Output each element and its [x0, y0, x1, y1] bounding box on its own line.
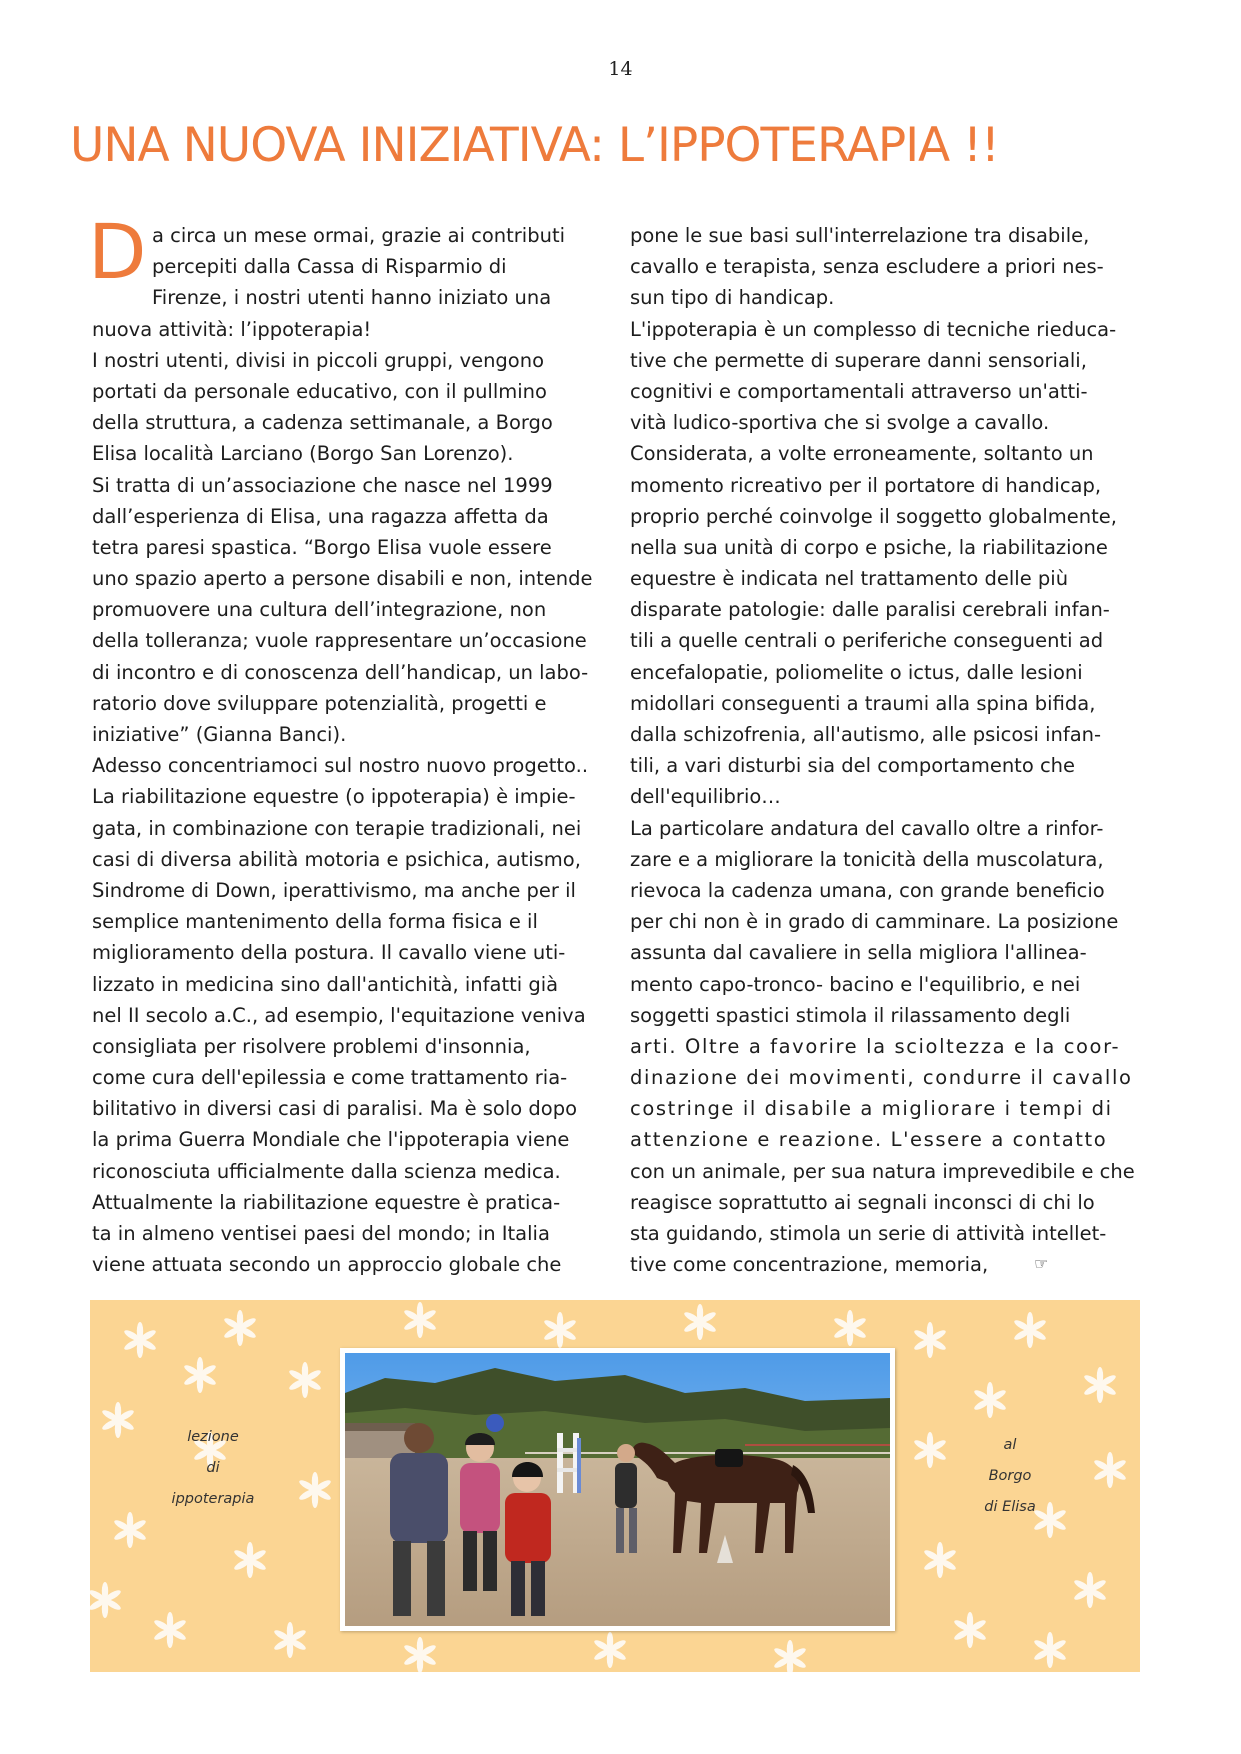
text-line: della struttura, a cadenza settimanale, a Borgo — [92, 411, 553, 435]
text-line: La particolare andatura del cavallo oltre a rinfor- — [630, 816, 1104, 840]
photo-caption-left — [148, 1422, 278, 1515]
text-line: portati da personale educativo, con il pullmino — [92, 379, 547, 403]
hippotherapy-photo — [345, 1353, 890, 1626]
text-line: della tolleranza; vuole rappresentare un’occasione — [92, 629, 587, 653]
text-line: bilitativo in diversi casi di paralisi. Ma è solo dopo — [92, 1097, 578, 1121]
text-line: Firenze, i nostri utenti hanno iniziato una — [152, 286, 552, 310]
text-line: iniziative” (Gianna Banci). — [92, 723, 347, 746]
text-line: encefalopatie, poliomelite o ictus, dalle lesioni — [630, 660, 1083, 684]
photo-caption-right — [950, 1430, 1070, 1523]
text-line: mento capo-tronco- bacino e l'equilibrio, e nei — [630, 972, 1081, 996]
text-line: zare e a migliorare la tonicità della muscolatura, — [630, 847, 1104, 871]
text-line: L'ippoterapia è un complesso di tecniche rieduca- — [630, 317, 1117, 341]
text-line: promuovere una cultura dell’integrazione, non — [92, 598, 547, 622]
text-line: casi di diversa abilità motoria e psichica, autismo, — [92, 847, 581, 871]
text-line: nuova attività: l’ippoterapia! — [92, 317, 372, 341]
text-line: dalla schizofrenia, all'autismo, alle psicosi infan- — [630, 723, 1102, 746]
text-line: arti. Oltre a favorire la scioltezza e la coor- — [630, 1034, 1121, 1058]
text-line: costringe il disabile a migliorare i tempi di — [630, 1097, 1113, 1121]
text-line: Sindrome di Down, iperattivismo, ma anche per il — [92, 878, 576, 902]
article-column-left — [88, 207, 612, 1280]
text-line: ratorio dove sviluppare potenzialità, progetti e — [92, 691, 547, 715]
text-line: miglioramento della postura. Il cavallo viene uti- — [92, 941, 566, 965]
text-line: tetra paresi spastica. “Borgo Elisa vuole essere — [92, 535, 552, 559]
text-line: viene attuata secondo un approccio globale che — [92, 1253, 562, 1277]
text-line: uno spazio aperto a persone disabili e non, intende — [92, 567, 593, 591]
caption-line: di — [206, 1460, 220, 1476]
text-line: cavallo e terapista, senza escludere a priori nes- — [630, 255, 1104, 279]
text-line: dell'equilibrio… — [630, 785, 781, 809]
text-line: tive che permette di superare danni sensoriali, — [630, 348, 1087, 372]
text-line: nella sua unità di corpo e psiche, la riabilitazione — [630, 535, 1108, 559]
text-line: nel II secolo a.C., ad esempio, l'equitazione veniva — [92, 1003, 586, 1027]
text-line: semplice mantenimento della forma fisica e il — [92, 910, 538, 934]
text-line: I nostri utenti, divisi in piccoli gruppi, vengono — [92, 348, 545, 372]
text-line: per chi non è in grado di camminare. La posizione — [630, 910, 1119, 934]
caption-line: ippoterapia — [171, 1491, 255, 1507]
text-line: dall’esperienza di Elisa, una ragazza affetta da — [92, 504, 549, 528]
text-line: disparate patologie: dalle paralisi cerebrali infan- — [630, 598, 1110, 622]
text-line: lizzato in medicina sino dall'antichità, infatti già — [92, 972, 559, 996]
text-line: a circa un mese ormai, grazie ai contributi — [152, 224, 566, 247]
photo-frame — [340, 1348, 895, 1631]
caption-line: Borgo — [988, 1468, 1032, 1484]
text-line: Adesso concentriamoci sul nostro nuovo progetto.. — [92, 754, 589, 778]
text-line: pone le sue basi sull'interrelazione tra disabile, — [630, 224, 1090, 247]
text-line: Si tratta di un’associazione che nasce nel 1999 — [92, 473, 553, 497]
text-line: tili, a vari disturbi sia del comportamento che — [630, 754, 1076, 778]
text-line: ta in almeno ventisei paesi del mondo; in Italia — [92, 1222, 550, 1245]
text-line: sun tipo di handicap. — [630, 286, 835, 310]
text-line: vità ludico-sportiva che si svolge a cavallo. — [630, 411, 1050, 435]
text-line: La riabilitazione equestre (o ippoterapia) è impie- — [92, 785, 576, 809]
text-line: equestre è indicata nel trattamento delle più — [630, 567, 1069, 591]
page-number: 14 — [608, 58, 633, 80]
text-line: Attualmente la riabilitazione equestre è pratica- — [92, 1190, 561, 1214]
text-line: attenzione e reazione. L'essere a contatto — [630, 1128, 1108, 1152]
text-line: gata, in combinazione con terapie tradizionali, nei — [92, 816, 582, 840]
text-line: consigliata per risolvere problemi d'insonnia, — [92, 1034, 531, 1058]
drop-cap: D — [88, 207, 147, 296]
text-line: Elisa località Larciano (Borgo San Lorenzo). — [92, 442, 514, 466]
text-line: momento ricreativo per il portatore di handicap, — [630, 473, 1102, 497]
text-line: di incontro e di conoscenza dell’handicap, un labo- — [92, 660, 589, 684]
text-line: riconosciuta ufficialmente dalla scienza medica. — [92, 1159, 561, 1183]
text-line: Considerata, a volte erroneamente, soltanto un — [630, 442, 1094, 466]
text-line: rievoca la cadenza umana, con grande beneficio — [630, 878, 1105, 902]
text-line: con un animale, per sua natura imprevedibile e che — [630, 1159, 1135, 1183]
text-line: tive come concentrazione, memoria, — [630, 1253, 989, 1277]
caption-line: di Elisa — [984, 1499, 1036, 1515]
text-line: reagisce soprattutto ai segnali inconsci di chi lo — [630, 1190, 1095, 1214]
text-line: cognitivi e comportamentali attraverso un'atti- — [630, 379, 1088, 403]
text-line: assunta dal cavaliere in sella migliora l'allinea- — [630, 941, 1087, 965]
pointing-hand-icon: ☞ — [1034, 1254, 1049, 1273]
article-column-right — [630, 220, 1150, 1280]
text-line: come cura dell'epilessia e come trattamento ria- — [92, 1066, 568, 1090]
text-line: tili a quelle centrali o periferiche conseguenti ad — [630, 629, 1104, 653]
text-line: soggetti spastici stimola il rilassamento degli — [630, 1003, 1071, 1027]
text-line: proprio perché coinvolge il soggetto globalmente, — [630, 504, 1117, 528]
text-line: dinazione dei movimenti, condurre il cavallo — [630, 1066, 1133, 1090]
article-title: UNA NUOVA INIZIATIVA: L’IPPOTERAPIA !! — [70, 118, 999, 173]
text-line: midollari conseguenti a traumi alla spina bifida, — [630, 691, 1096, 715]
text-line: sta guidando, stimola un serie di attività intellet- — [630, 1222, 1107, 1245]
text-line: percepiti dalla Cassa di Risparmio di — [152, 255, 507, 279]
text-line: la prima Guerra Mondiale che l'ippoterapia viene — [92, 1128, 570, 1152]
caption-line: lezione — [187, 1429, 239, 1445]
caption-line: al — [1003, 1437, 1017, 1453]
photo-panel — [90, 1300, 1140, 1672]
